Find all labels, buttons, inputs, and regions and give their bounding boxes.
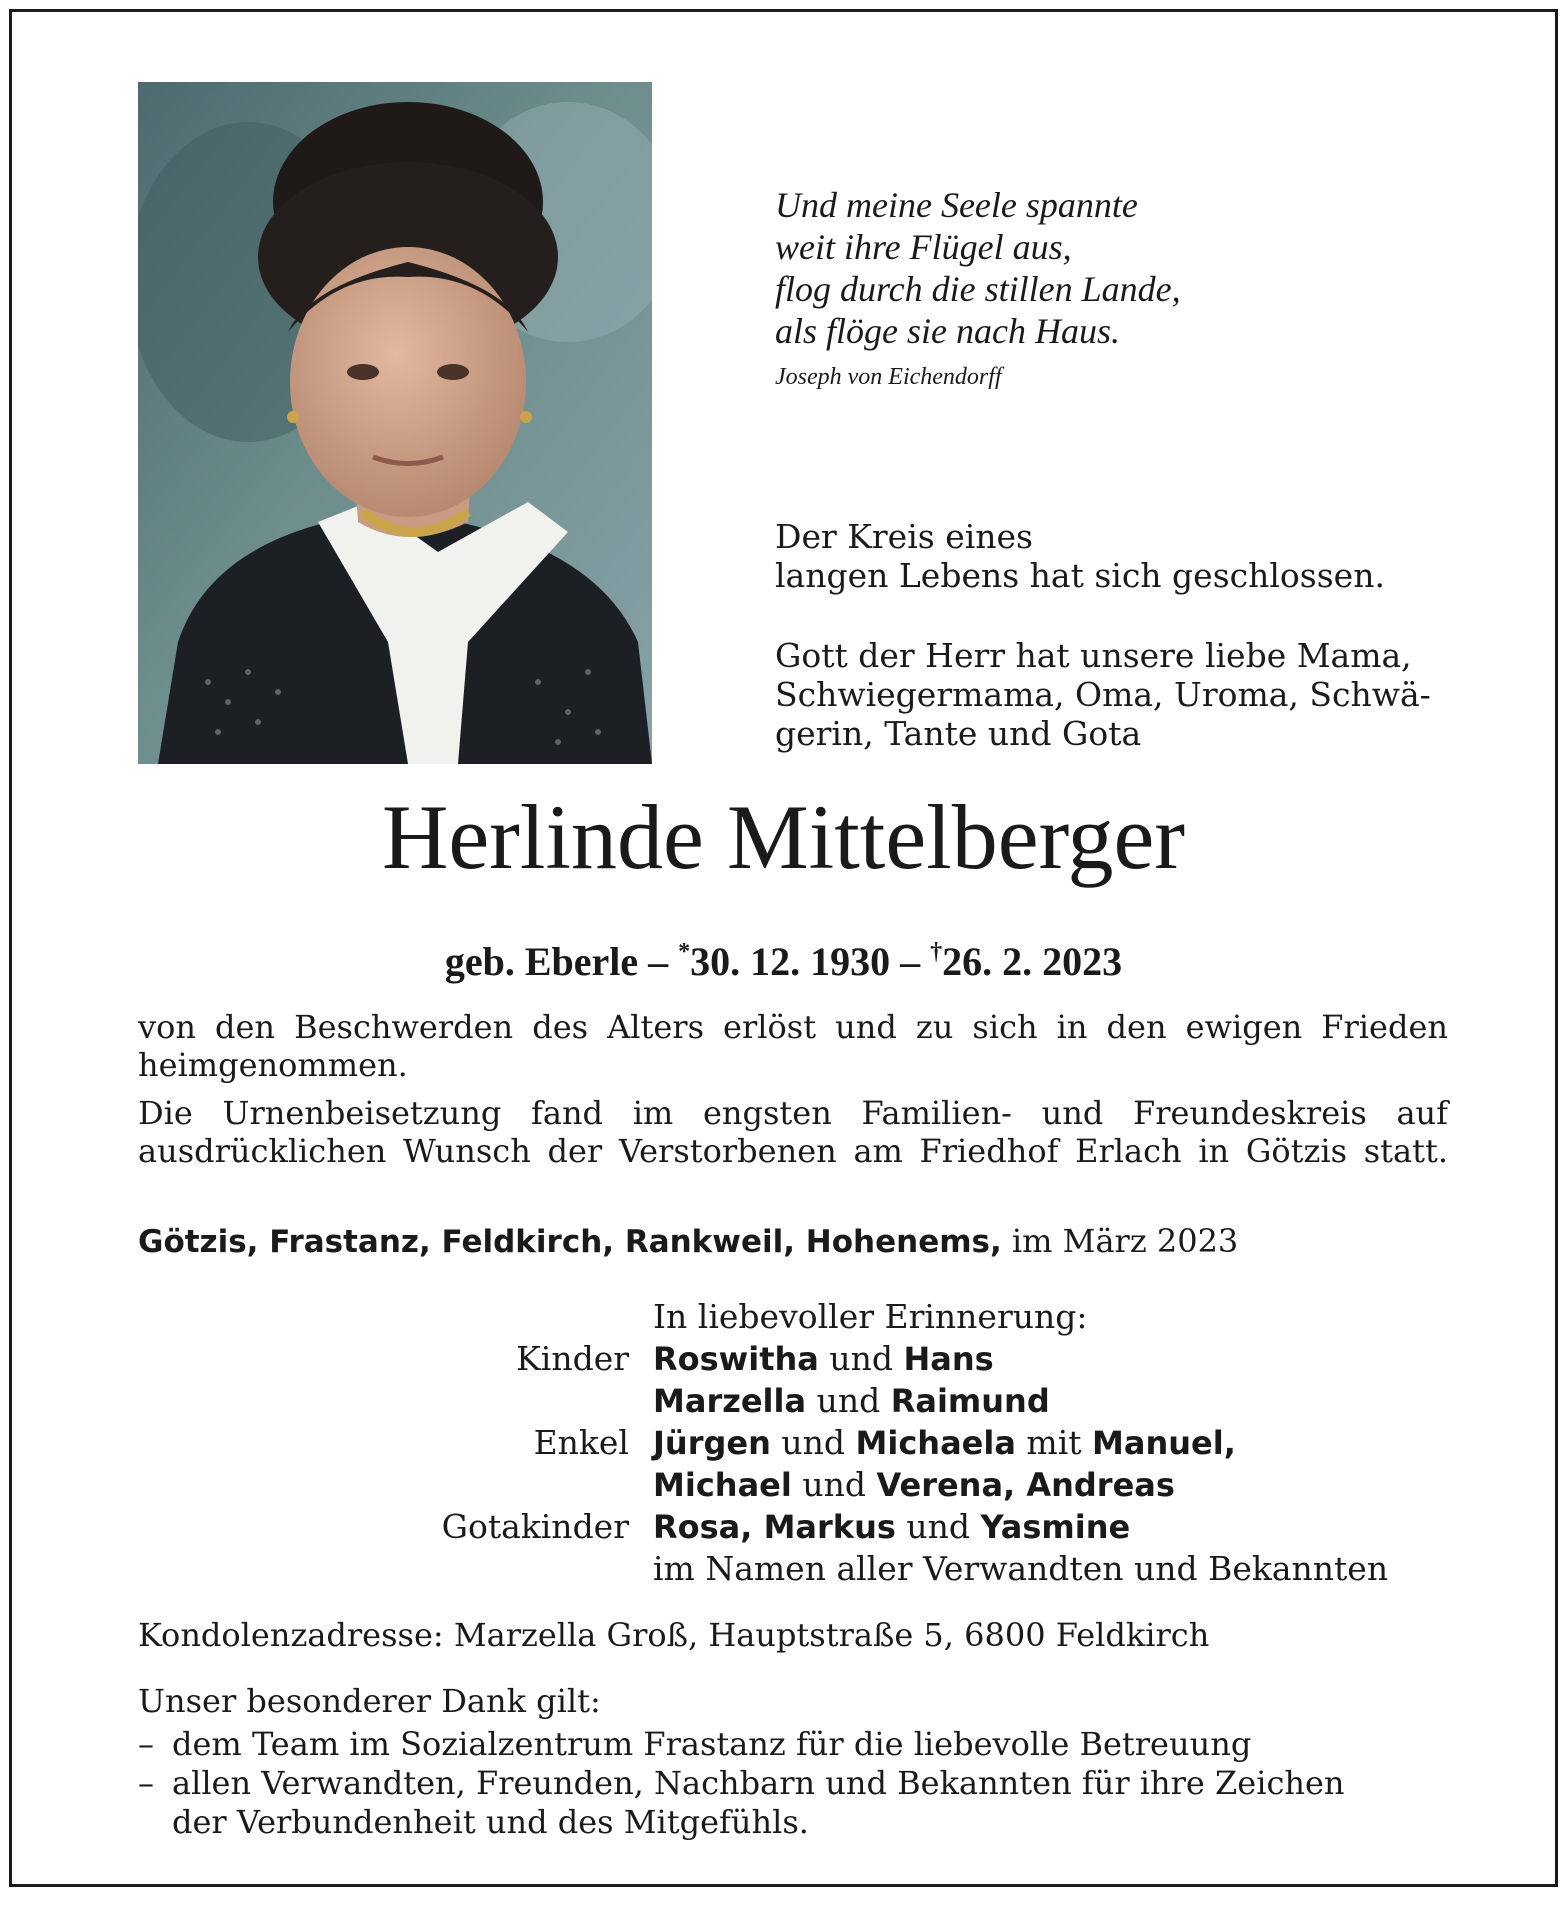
conjunction: und bbox=[906, 1507, 971, 1546]
mourners-row-enkel-2 bbox=[138, 1464, 1488, 1506]
deceased-name: Herlinde Mittelberger bbox=[381, 786, 1186, 888]
body-paragraph-2: Die Urnenbeisetzung fand im engsten Familien- und Freundeskreis auf ausdrücklichen Wunsch der Verstorbenen am Friedhof Erlach in Götzis statt. bbox=[138, 1094, 1448, 1170]
intro-paragraph-1 bbox=[775, 517, 1475, 595]
mourner-name: Michael bbox=[653, 1466, 792, 1504]
mourners-row-kinder bbox=[138, 1338, 1488, 1380]
intro-text bbox=[775, 517, 1475, 794]
mourners-heading-row bbox=[138, 1296, 1488, 1338]
motto-author: Joseph von Eichendorff bbox=[775, 364, 1002, 390]
mourner-name: Raimund bbox=[890, 1382, 1050, 1420]
mourner-name: Michaela bbox=[855, 1424, 1016, 1462]
mourner-name: Manuel, bbox=[1092, 1424, 1236, 1462]
separator: – bbox=[900, 939, 921, 984]
places-towns: Götzis, Frastanz, Feldkirch, Rankweil, Hohenems, bbox=[138, 1224, 1002, 1260]
mourner-name: Rosa, Markus bbox=[653, 1508, 896, 1546]
thanks-item bbox=[138, 1764, 1448, 1842]
birth-date: 30. 12. 1930 bbox=[690, 939, 891, 984]
motto-line: flog durch die stillen Lande, bbox=[775, 269, 1181, 309]
death-symbol: † bbox=[930, 939, 943, 965]
intro-line: gerin, Tante und Gota bbox=[775, 714, 1142, 753]
thanks-item-text: allen Verwandten, Freunden, Nachbarn und Bekannten für ihre Zeichen bbox=[172, 1764, 1345, 1802]
mourner-name: Roswitha bbox=[653, 1340, 819, 1378]
conjunction: und bbox=[829, 1339, 894, 1378]
role-gotakinder: Gotakinder bbox=[441, 1507, 629, 1546]
role-enkel: Enkel bbox=[533, 1423, 629, 1462]
mourners-row-enkel bbox=[138, 1422, 1488, 1464]
mourners-heading: In liebevoller Erinnerung: bbox=[653, 1297, 1088, 1336]
thanks-item bbox=[138, 1725, 1448, 1764]
mourners-list bbox=[138, 1296, 1488, 1590]
intro-line: Der Kreis eines bbox=[775, 517, 1033, 556]
mourner-name: Hans bbox=[903, 1340, 994, 1378]
obituary-notice bbox=[9, 9, 1558, 1887]
thanks-title: Unser besonderer Dank gilt: bbox=[138, 1682, 601, 1720]
body-paragraph-1: von den Beschwerden des Alters erlöst und zu sich in den ewigen Frieden heimgenommen. bbox=[138, 1008, 1448, 1084]
death-date: 26. 2. 2023 bbox=[942, 939, 1123, 984]
intro-paragraph-2 bbox=[775, 636, 1475, 753]
role-kinder: Kinder bbox=[516, 1339, 629, 1378]
conjunction: und bbox=[781, 1423, 845, 1462]
motto-line: weit ihre Flügel aus, bbox=[775, 227, 1072, 267]
portrait-photo bbox=[138, 82, 652, 764]
mourner-name: Yasmine bbox=[980, 1508, 1131, 1546]
life-dates bbox=[12, 930, 1555, 984]
mourners-row-kinder-2 bbox=[138, 1380, 1488, 1422]
list-dash: – bbox=[138, 1725, 154, 1763]
motto-line: Und meine Seele spannte bbox=[775, 185, 1138, 225]
conjunction: und bbox=[816, 1381, 881, 1420]
motto-line: als flöge sie nach Haus. bbox=[775, 311, 1120, 351]
separator: – bbox=[648, 939, 669, 984]
thanks-list bbox=[138, 1725, 1448, 1842]
conjunction: und bbox=[802, 1465, 866, 1504]
list-dash: – bbox=[138, 1764, 154, 1802]
portrait-image bbox=[138, 82, 652, 764]
birth-name: geb. Eberle bbox=[444, 939, 639, 984]
mourners-closing-row bbox=[138, 1548, 1488, 1590]
mourner-name: Jürgen bbox=[653, 1424, 771, 1462]
thanks-item-text: der Verbundenheit und des Mitgefühls. bbox=[172, 1803, 809, 1841]
announcement-body bbox=[138, 1008, 1448, 1180]
condolence-address: Kondolenzadresse: Marzella Groß, Hauptstraße 5, 6800 Feldkirch bbox=[138, 1616, 1210, 1654]
conjunction: mit bbox=[1026, 1423, 1082, 1462]
places-month: im März 2023 bbox=[1011, 1222, 1239, 1260]
mourners-closing: im Namen aller Verwandten und Bekannten bbox=[653, 1549, 1389, 1588]
mourners-row-gotakinder bbox=[138, 1506, 1488, 1548]
mourner-name: Verena, Andreas bbox=[876, 1466, 1175, 1504]
intro-line: Schwiegermama, Oma, Uroma, Schwä- bbox=[775, 675, 1431, 714]
intro-line: Gott der Herr hat unsere liebe Mama, bbox=[775, 636, 1412, 675]
thanks-item-text: dem Team im Sozialzentrum Frastanz für die liebevolle Betreuung bbox=[172, 1725, 1252, 1763]
motto-poem bbox=[775, 184, 1475, 392]
birth-symbol: * bbox=[678, 939, 691, 965]
intro-line: langen Lebens hat sich geschlossen. bbox=[775, 556, 1385, 595]
thanks-section bbox=[138, 1682, 1448, 1842]
places-date bbox=[138, 1222, 1448, 1261]
mourner-name: Marzella bbox=[653, 1382, 807, 1420]
